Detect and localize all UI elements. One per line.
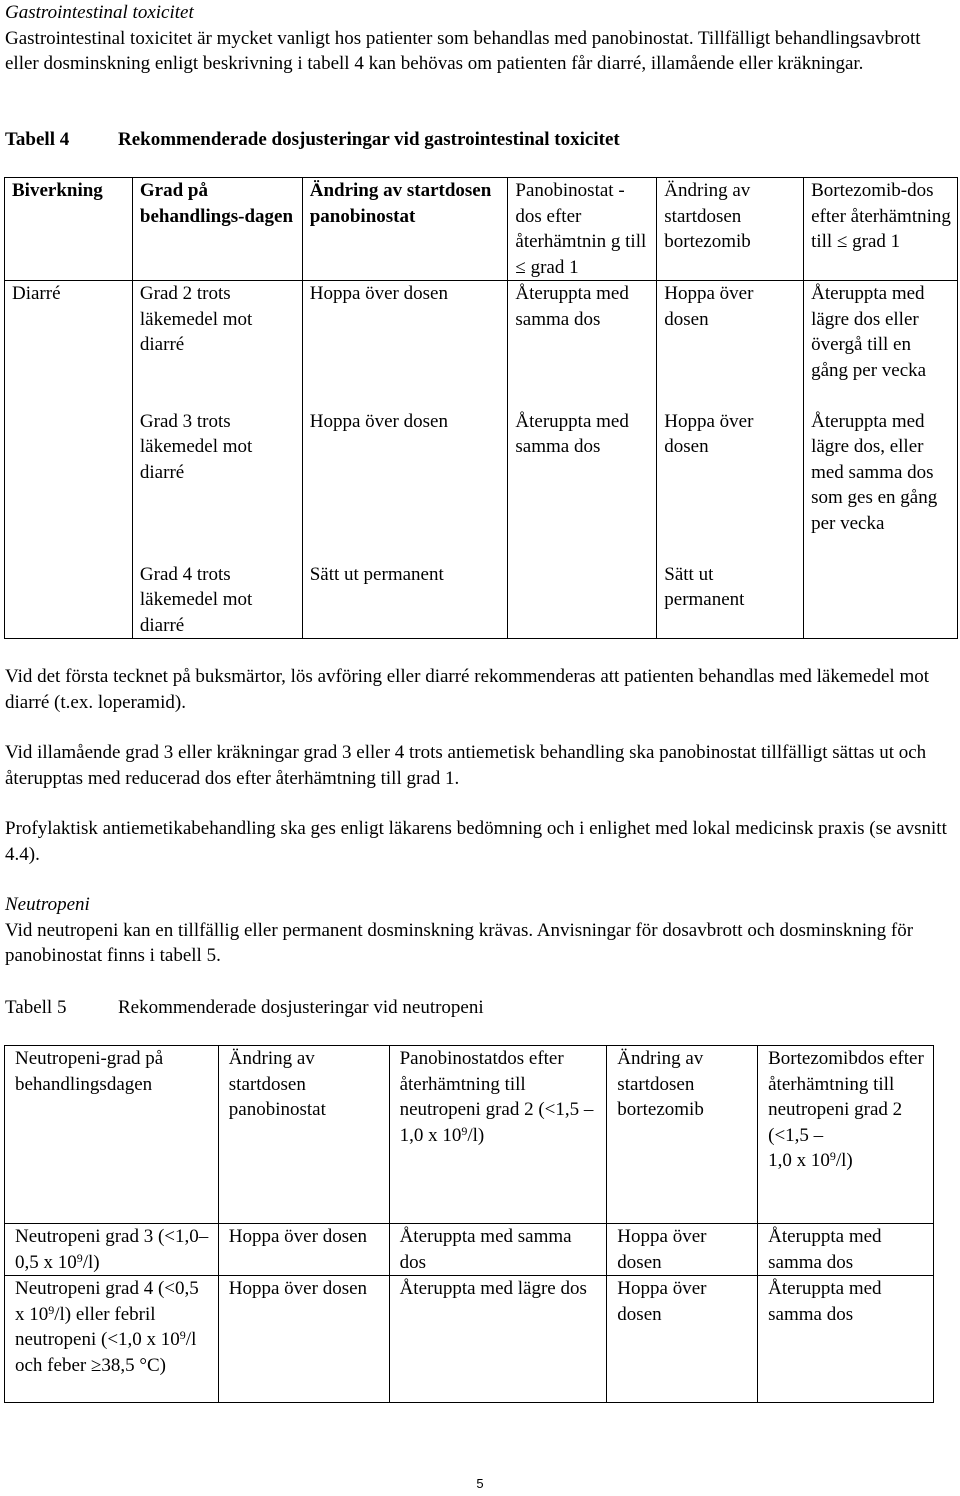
superscript: 9 [461, 1123, 468, 1138]
table-cell: Hoppa över dosen [657, 281, 804, 409]
paragraph-nausea [5, 740, 950, 791]
table-cell: Återuppta med lägre dos, eller med samma dos som ges en gång per vecka [804, 409, 958, 562]
table-header-row [5, 178, 958, 281]
cell-text: /l) [82, 1251, 100, 1273]
superscript: 9 [179, 1328, 186, 1342]
table-cell: Hoppa över dosen [607, 1224, 758, 1276]
header-cell: Ändring av startdosen bortezomib [657, 178, 804, 281]
table-cell: Grad 2 trots läkemedel mot diarré [132, 281, 302, 409]
table-cell: Återuppta med samma dos [508, 281, 657, 409]
section-text: Gastrointestinal toxicitet är mycket vanligt hos patienter som behandlas med panobinostat. Tillfälligt behandlingsavbrott eller dosminskning enligt beskrivning i tabell 4 kan behövas om patienten får diarré, illamående eller kräkningar. [5, 27, 921, 74]
table-row [5, 409, 958, 562]
cell-text: Neutropeni grad 4 (<0,5 x 10 [15, 1278, 199, 1325]
table-row [5, 1224, 934, 1276]
table5 [4, 1045, 934, 1403]
table-cell: Återuppta med samma dos [389, 1224, 607, 1276]
header-text: Neutropeni-grad på behandlingsdagen [15, 1048, 164, 1095]
table-cell [5, 409, 133, 562]
header-cell: Ändring av startdosen panobinostat [302, 178, 508, 281]
header-cell [758, 1046, 934, 1224]
superscript: 9 [76, 1250, 83, 1265]
table-cell: Grad 3 trots läkemedel mot diarré [132, 409, 302, 562]
header-cell: Panobinostat -dos efter återhämtnin g till ≤ grad 1 [508, 178, 657, 281]
table-cell: Grad 4 trots läkemedel mot diarré [132, 562, 302, 639]
cell-text: Neutropeni grad 3 (<1,0–0,5 x 10 [15, 1226, 209, 1273]
superscript: 9 [829, 1149, 836, 1163]
paragraph-text: Profylaktisk antiemetikabehandling ska ges enligt läkarens bedömning och i enlighet med lokal medicinsk praxis (se avsnitt 4.4). [5, 818, 947, 865]
table-cell: Återuppta med samma dos [758, 1224, 934, 1276]
table-cell [5, 1276, 219, 1403]
table-cell: Hoppa över dosen [657, 409, 804, 562]
neutropenia-section [5, 892, 950, 969]
header-text: Ändring av startdosen panobinostat [228, 1048, 326, 1120]
section-text: Vid neutropeni kan en tillfällig eller permanent dosminskning krävas. Anvisningar för dosavbrott och dosminskning för panobinostat finns i tabell 5. [5, 919, 914, 966]
table-cell: Sätt ut permanent [302, 562, 508, 639]
cell-text: /l och feber ≥38,5 °C) [15, 1329, 197, 1376]
header-text: /l) [835, 1150, 853, 1171]
table-header-row [5, 1046, 934, 1224]
section-heading: Gastrointestinal toxicitet [5, 2, 194, 23]
table-cell [804, 562, 958, 639]
table-cell: Hoppa över dosen [218, 1224, 389, 1276]
paragraph-antidiarrheal [5, 664, 950, 715]
header-cell [607, 1046, 758, 1224]
page-number: 5 [476, 1476, 484, 1491]
paragraph-text: Vid illamående grad 3 eller kräkningar grad 3 eller 4 trots antiemetisk behandling ska panobinostat tillfälligt sättas ut och återupptas med reducerad dos efter återhämtning till grad 1. [5, 742, 927, 789]
table-cell: Återuppta med samma dos [508, 409, 657, 562]
table-cell: Hoppa över dosen [302, 281, 508, 409]
paragraph-prophylaxis [5, 816, 950, 867]
table-cell: Återuppta med lägre dos eller övergå till en gång per vecka [804, 281, 958, 409]
header-text: Panobinostatdos efter återhämtning till neutropeni grad 2 (<1,5 – [399, 1048, 594, 1120]
table-cell [5, 1224, 219, 1276]
table-cell: Hoppa över dosen [302, 409, 508, 562]
table-cell [508, 562, 657, 639]
table5-label: Tabell 5 [5, 997, 67, 1018]
table-cell: Återuppta med samma dos [758, 1276, 934, 1403]
table-cell: Hoppa över dosen [218, 1276, 389, 1403]
table4 [4, 177, 958, 639]
header-cell [389, 1046, 607, 1224]
superscript: 9 [48, 1302, 55, 1317]
table-cell: Återuppta med lägre dos [389, 1276, 607, 1403]
section-heading: Neutropeni [5, 894, 90, 915]
table-row [5, 281, 958, 409]
header-text: Bortezomibdos efter återhämtning till neutropeni grad 2 (<1,5 – [768, 1048, 924, 1146]
header-text: Ändring av startdosen bortezomib [617, 1048, 704, 1120]
table4-caption [5, 127, 950, 153]
table-row [5, 1276, 934, 1403]
gi-toxicity-section [5, 0, 950, 77]
header-text: /l) [467, 1124, 485, 1146]
table-cell: Diarré [5, 281, 133, 409]
header-cell [218, 1046, 389, 1224]
header-cell: Biverkning [5, 178, 133, 281]
header-cell: Bortezomib-dos efter återhämtning till ≤ grad 1 [804, 178, 958, 281]
table-row [5, 562, 958, 639]
table-cell: Sätt ut permanent [657, 562, 804, 639]
table4-label: Tabell 4 [5, 129, 70, 150]
header-text: 1,0 x 10 [768, 1150, 830, 1171]
header-cell [5, 1046, 219, 1224]
header-cell: Grad på behandlings-dagen [132, 178, 302, 281]
table5-title: Rekommenderade dosjusteringar vid neutropeni [118, 997, 484, 1018]
cell-text: /l) eller febril neutropeni (<1,0 x 10 [15, 1303, 180, 1350]
table4-title: Rekommenderade dosjusteringar vid gastrointestinal toxicitet [118, 129, 620, 150]
table-cell [5, 562, 133, 639]
header-text: 1,0 x 10 [399, 1124, 462, 1146]
table-cell: Hoppa över dosen [607, 1276, 758, 1403]
paragraph-text: Vid det första tecknet på buksmärtor, lös avföring eller diarré rekommenderas att patienten behandlas med läkemedel mot diarré (t.ex. loperamid). [5, 666, 930, 713]
table5-caption [5, 995, 950, 1021]
